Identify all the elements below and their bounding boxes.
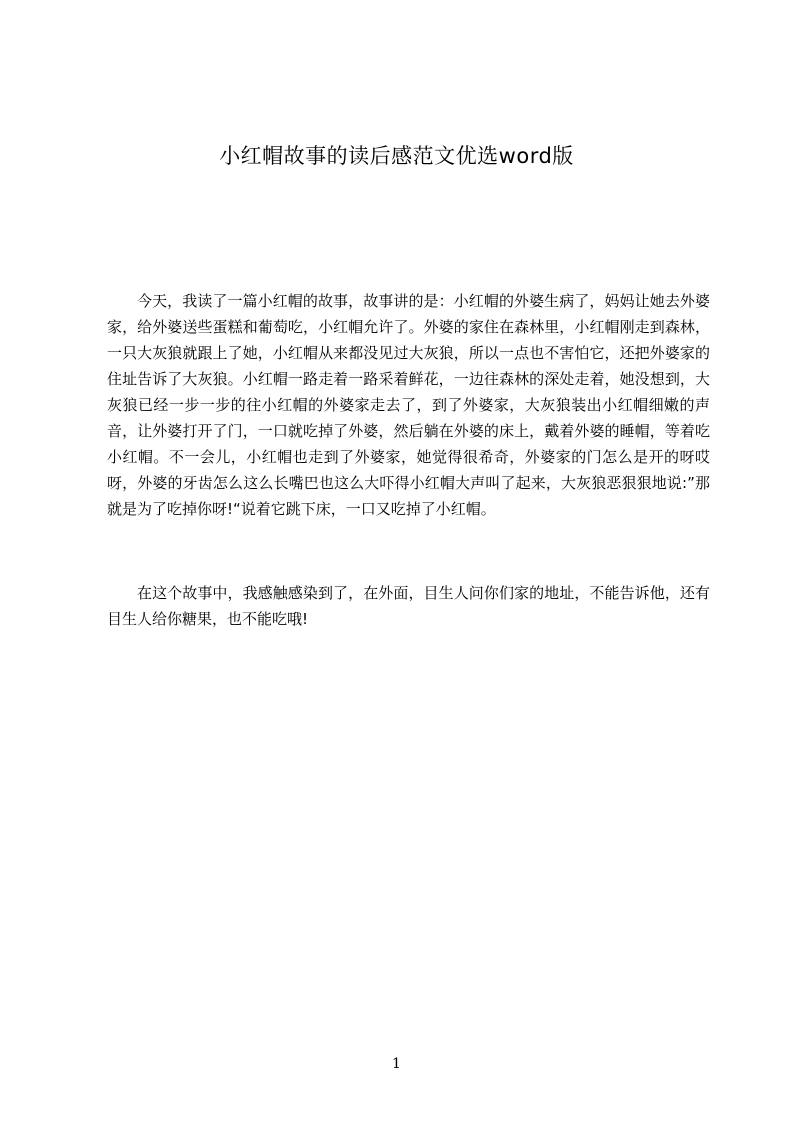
document-title: 小红帽故事的读后感范文优选word版 <box>219 144 574 168</box>
body-paragraph-1: 今天，我读了一篇小红帽的故事，故事讲的是：小红帽的外婆生病了，妈妈让她去外婆家，给外婆送些蛋糕和葡萄吃，小红帽允许了。外婆的家住在森林里，小红帽刚走到森林，一只大灰狼就跟上了她，小红帽从来都没见过大灰狼，所以一点也不害怕它，还把外婆家的住址告诉了大灰狼。小红帽一路走着一路采着鲜花，一边往森林的深处走着，她没想到，大灰狼已经一步一步的往小红帽的外婆家走去了，到了外婆家，大灰狼装出小红帽细嫩的声音，让外婆打开了门，一口就吃掉了外婆，然后躺在外婆的床上，戴着外婆的睡帽，等着吃小红帽。不一会儿，小红帽也走到了外婆家，她觉得很希奇，外婆家的门怎么是开的呀哎呀，外婆的牙齿怎么这么长嘴巴也这么大吓得小红帽大声叫了起来，大灰狼恶狠狠地说:”那就是为了吃掉你呀!“说着它跳下床，一口又吃掉了小红帽。 <box>107 292 710 518</box>
page-number: 1 <box>392 1056 401 1072</box>
body-paragraph-2: 在这个故事中，我感触感染到了，在外面，目生人问你们家的地址，不能告诉他，还有目生人给你糖果，也不能吃哦! <box>107 584 710 628</box>
